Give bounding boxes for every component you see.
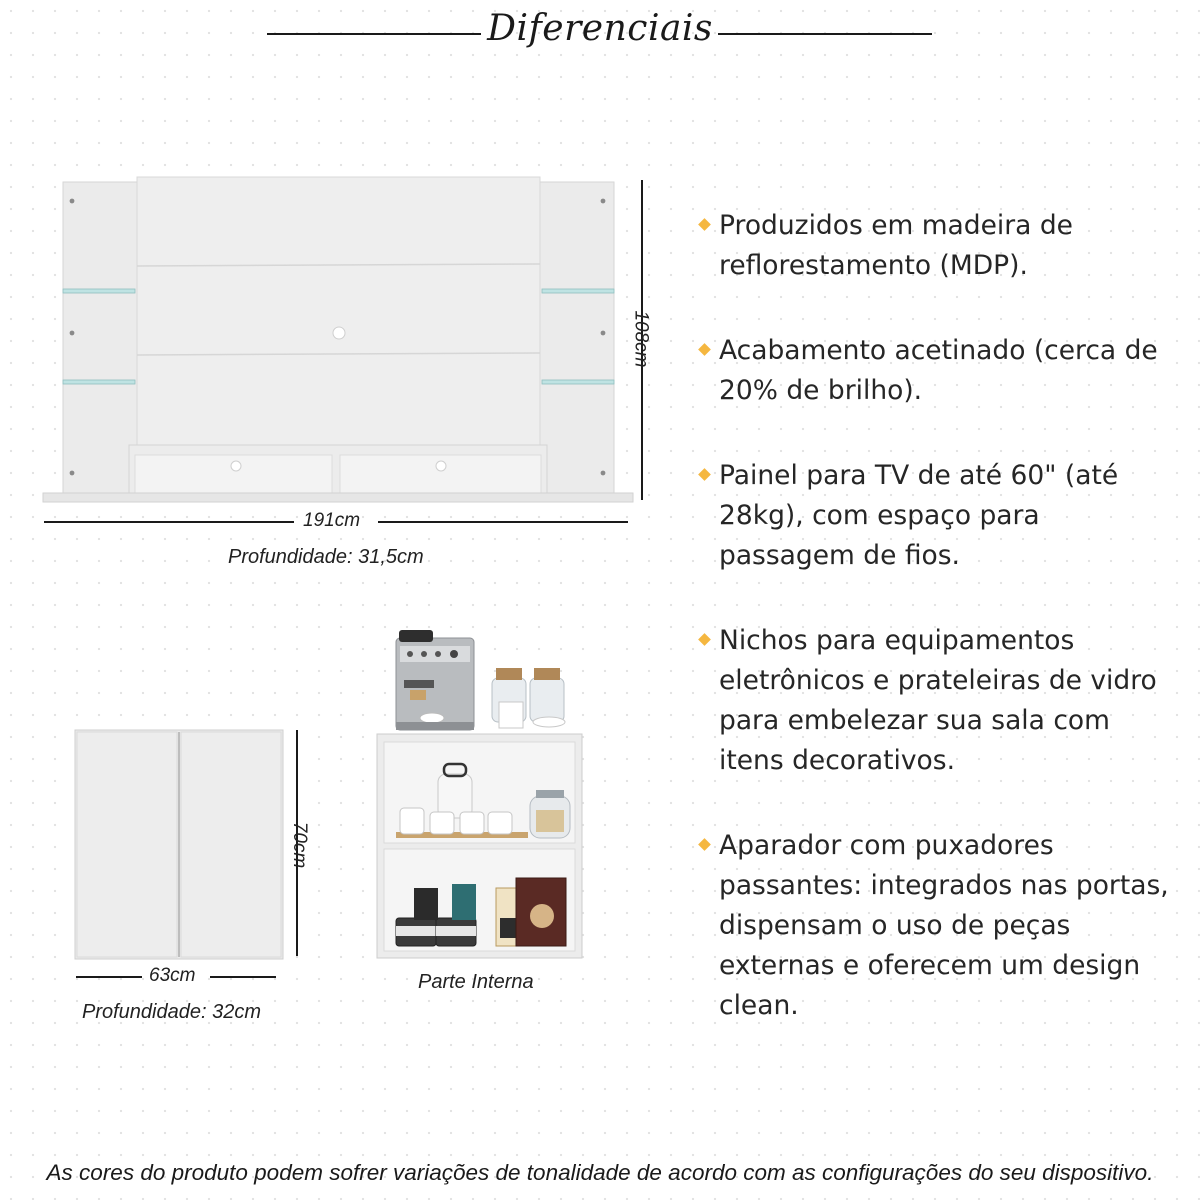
color-disclaimer: As cores do produto podem sofrer variações de tonalidade de acordo com as configurações do seu dispositivo. — [46, 1160, 1154, 1185]
cabinet-height-label: 70cm — [289, 821, 311, 869]
panel-width-line-right — [378, 521, 628, 523]
feature-item — [697, 331, 1177, 411]
cabinet-width-line-left — [76, 976, 142, 978]
feature-item — [697, 206, 1177, 286]
diamond-bullet-icon — [698, 633, 711, 646]
panel-height-label: 108cm — [630, 310, 652, 368]
cabinet-width-line-right — [210, 976, 276, 978]
feature-text: Acabamento acetinado (cerca de 20% de brilho). — [719, 335, 1158, 406]
diamond-bullet-icon — [698, 468, 711, 481]
panel-width-line-left — [44, 521, 294, 523]
cabinet-closed-illustration — [72, 727, 287, 962]
panel-width-label: 191cm — [303, 510, 361, 531]
diamond-bullet-icon — [698, 838, 711, 851]
cabinet-interior-caption: Parte Interna — [418, 971, 534, 993]
tv-panel-illustration — [40, 175, 660, 515]
feature-text: Produzidos em madeira de reflorestamento (MDP). — [719, 210, 1073, 281]
diamond-bullet-icon — [698, 343, 711, 356]
cabinet-width-label: 63cm — [149, 965, 196, 986]
feature-text: Aparador com puxadores passantes: integrados nas portas, dispensam o uso de peças externas e oferecem um design clean. — [719, 830, 1169, 1021]
cabinet-depth-label: Profundidade: 32cm — [82, 1001, 262, 1023]
features-list — [697, 206, 1177, 1026]
diamond-bullet-icon — [698, 218, 711, 231]
feature-text: Painel para TV de até 60" (até 28kg), com espaço para passagem de fios. — [719, 460, 1119, 571]
feature-item — [697, 826, 1177, 1026]
feature-item — [697, 621, 1177, 781]
feature-item — [697, 456, 1177, 576]
cabinet-interior-illustration — [374, 626, 589, 961]
feature-text: Nichos para equipamentos eletrônicos e prateleiras de vidro para embelezar sua sala com itens decorativos. — [719, 625, 1157, 776]
panel-depth-label: Profundidade: 31,5cm — [228, 546, 424, 568]
page-title: Diferenciais — [487, 8, 713, 49]
